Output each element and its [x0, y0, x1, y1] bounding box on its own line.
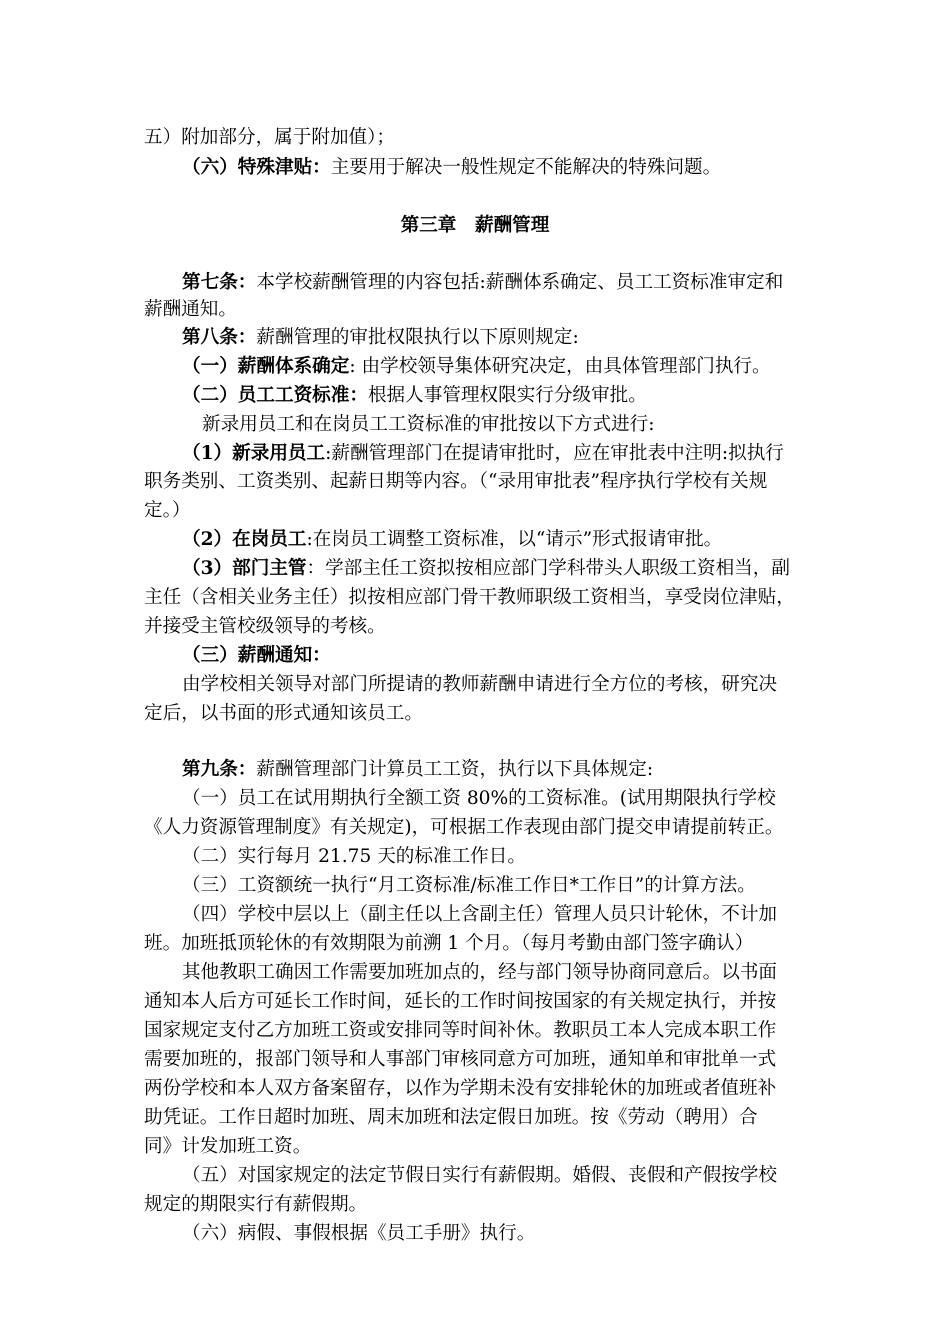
- text-line: [182, 961, 950, 985]
- text-line: [144, 1106, 950, 1130]
- line-text: 助凭证。工作日超时加班、周末加班和法定假日加班。按《劳动（聘用）合: [144, 1107, 758, 1128]
- text-line: [182, 1222, 950, 1246]
- text-line: [202, 413, 950, 437]
- special-allowance-text: 主要用于解决一般性规定不能解决的特殊问题。: [330, 157, 722, 178]
- text-line: [144, 932, 950, 956]
- item-label: （3）部门主管: [182, 558, 307, 579]
- special-allowance-line: [182, 156, 950, 180]
- article-8-line: [182, 326, 950, 350]
- article-7-line: [182, 271, 950, 295]
- special-allowance-label: （六）特殊津贴：: [182, 157, 331, 178]
- text-line: [182, 787, 950, 811]
- line-text: 由学校相关领导对部门所提请的教师薪酬申请进行全方位的考核，研究决: [182, 674, 778, 695]
- line-text: 班。加班抵顶轮休的有效期限为前溯 1 个月。（每月考勤由部门签字确认）: [144, 933, 754, 954]
- text-line: [144, 990, 950, 1014]
- text-line: [144, 499, 950, 523]
- line-text: （一）员工在试用期执行全额工资 80%的工资标准。(试用期限执行学校: [182, 788, 776, 809]
- text-line: [144, 702, 950, 726]
- item-text: :薪酬管理部门在提请审批时，应在审批表中注明:拟执行: [325, 443, 784, 464]
- article-9-line: [182, 758, 950, 782]
- article-8-sub-3: [182, 557, 950, 581]
- line-text: 主任（含相关业务主任）拟按相应部门骨干教师职级工资相当，享受岗位津贴，: [144, 587, 795, 608]
- text-line: [144, 298, 950, 322]
- text-line: [182, 874, 950, 898]
- line-text: 规定的期限实行有薪假期。: [144, 1194, 368, 1215]
- article-9-label: 第九条：: [182, 759, 257, 780]
- article-9-text: 薪酬管理部门计算员工工资，执行以下具体规定:: [256, 759, 654, 780]
- line-text: （四）学校中层以上（副主任以上含副主任）管理人员只计轮休，不计加: [182, 904, 778, 925]
- line-text: 定。）: [144, 500, 191, 521]
- article-8-sub-1: [182, 442, 950, 466]
- text-line: [144, 1135, 950, 1159]
- line-text: 并接受主管校级领导的考核。: [144, 616, 386, 637]
- item-text: ：学部主任工资拟按相应部门学科带头人职级工资相当，副: [306, 558, 790, 579]
- line-text: （二）实行每月 21.75 天的标准工作日。: [182, 846, 526, 867]
- article-8-sub-2: [182, 528, 950, 552]
- article-7-text: 本学校薪酬管理的内容包括:薪酬体系确定、员工工资标准审定和: [256, 272, 784, 293]
- article-8-item-3: [182, 644, 950, 668]
- item-text: 根据人事管理权限实行分级审批。: [367, 385, 647, 406]
- line-text: 《人力资源管理制度》有关规定)，可根据工作表现由部门提交申请提前转正。: [144, 817, 784, 838]
- line-text: 五）附加部分，属于附加值）；: [144, 127, 396, 148]
- text-line: [144, 1048, 950, 1072]
- text-line: [182, 673, 950, 697]
- article-7-label: 第七条：: [182, 272, 257, 293]
- line-text: 新录用员工和在岗员工工资标准的审批按以下方式进行:: [202, 414, 655, 435]
- text-line: [144, 470, 950, 494]
- chapter-title-text: 第三章 薪酬管理: [400, 215, 550, 236]
- item-text: : 由学校领导集体研究决定，由具体管理部门执行。: [349, 356, 771, 377]
- text-line: [144, 615, 950, 639]
- line-text: 定后，以书面的形式通知该员工。: [144, 703, 423, 724]
- line-text: 两份学校和本人双方备案留存，以作为学期未没有安排轮休的加班或者值班补: [144, 1078, 777, 1099]
- line-text: 国家规定支付乙方加班工资或安排同等时间补休。教职员工本人完成本职工作: [144, 1020, 777, 1041]
- text-line: [144, 586, 950, 610]
- text-line: [144, 1077, 950, 1101]
- line-text: （六）病假、事假根据《员工手册》执行。: [182, 1223, 536, 1244]
- line-text: 薪酬通知。: [144, 299, 237, 320]
- text-line: [144, 1193, 950, 1217]
- line-text: （五）对国家规定的法定节假日实行有薪假期。婚假、丧假和产假按学校: [182, 1165, 778, 1186]
- line-text: 职务类别、工资类别、起薪日期等内容。（“录用审批表”程序执行学校有关规: [144, 471, 768, 492]
- item-label: （三）薪酬通知：: [182, 645, 331, 666]
- article-8-label: 第八条：: [182, 327, 257, 348]
- text-line: [182, 845, 950, 869]
- text-line: [144, 126, 950, 150]
- item-label: （2）在岗员工: [182, 529, 307, 550]
- text-line: [182, 903, 950, 927]
- chapter-title: [0, 214, 950, 238]
- line-text: （三）工资额统一执行“月工资标准/标准工作日*工作日”的计算方法。: [182, 875, 756, 896]
- text-line: [144, 816, 950, 840]
- line-text: 其他教职工确因工作需要加班加点的，经与部门领导协商同意后。以书面: [182, 962, 778, 983]
- text-line: [182, 1164, 950, 1188]
- article-8-item-1: [182, 355, 950, 379]
- article-8-text: 薪酬管理的审批权限执行以下原则规定:: [256, 327, 579, 348]
- line-text: 需要加班的，报部门领导和人事部门审核同意方可加班，通知单和审批单一式: [144, 1049, 777, 1070]
- item-label: （二）员工工资标准：: [182, 385, 368, 406]
- item-label: （一）薪酬体系确定: [182, 356, 350, 377]
- item-label: （1）新录用员工: [182, 443, 326, 464]
- line-text: 同》计发加班工资。: [144, 1136, 312, 1157]
- article-8-item-2: [182, 384, 950, 408]
- text-line: [144, 1019, 950, 1043]
- line-text: 通知本人后方可延长工作时间，延长的工作时间按国家的有关规定执行，并按: [144, 991, 777, 1012]
- item-text: :在岗员工调整工资标准，以“请示”形式报请审批。: [306, 529, 723, 550]
